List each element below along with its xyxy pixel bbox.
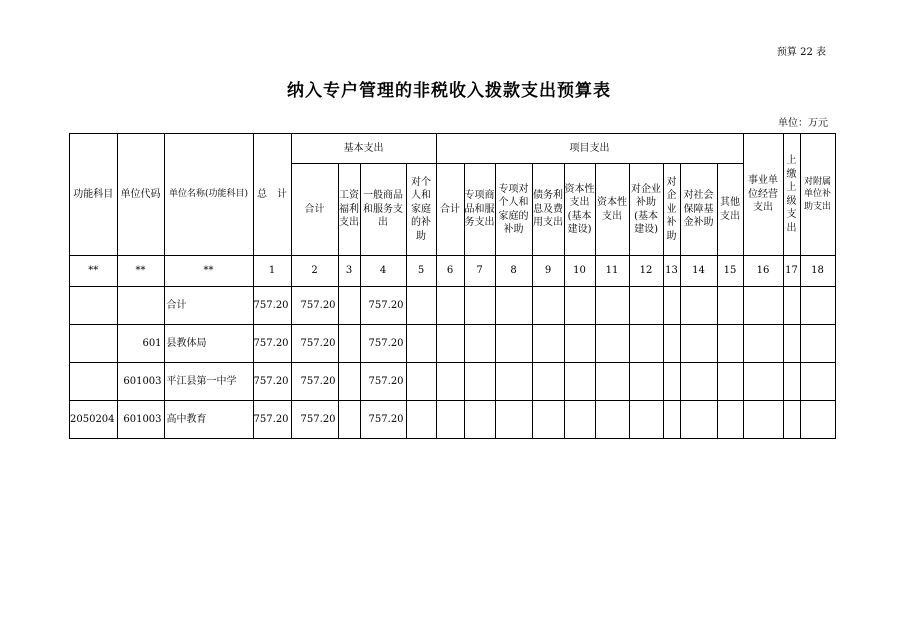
unit-name-cell: 高中教育 [164, 401, 253, 439]
index-cell: 3 [338, 256, 360, 287]
header-basic-total: 合计 [291, 164, 338, 256]
unit-name-cell: 县教体局 [164, 325, 253, 363]
index-cell: 1 [253, 256, 291, 287]
goods-services-cell: 757.20 [360, 287, 406, 325]
header-upper-payment: 上缴上级支出 [783, 134, 800, 256]
header-special-personal: 专项对个人和家庭的补助 [495, 164, 532, 256]
unit-name-cell: 合计 [164, 287, 253, 325]
index-cell: 18 [800, 256, 835, 287]
table-row [70, 401, 836, 439]
header-debt-interest: 债务利息及费用支出 [532, 164, 564, 256]
func-subject-cell [70, 287, 118, 325]
empty-cell [338, 325, 360, 363]
total-cell: 757.20 [253, 287, 291, 325]
form-code: 预算 22 表 [776, 47, 826, 58]
table-row [70, 287, 836, 325]
func-subject-cell: 2050204 [70, 401, 118, 439]
header-capital: 资本性支出 [595, 164, 629, 256]
basic-total-cell: 757.20 [291, 325, 338, 363]
goods-services-cell: 757.20 [360, 325, 406, 363]
unit-code-cell: 601003 [117, 401, 164, 439]
goods-services-cell: 757.20 [360, 363, 406, 401]
func-subject-cell [70, 363, 118, 401]
unit-name-cell: 平江县第一中学 [164, 363, 253, 401]
header-enterprise: 对企业补助 [663, 164, 680, 256]
table-row [70, 363, 836, 401]
header-goods-services: 一般商品和服务支出 [360, 164, 406, 256]
index-cell: 12 [629, 256, 663, 287]
func-subject-cell [70, 325, 118, 363]
index-cell: 2 [291, 256, 338, 287]
index-cell: 5 [406, 256, 436, 287]
unit-code-cell: 601 [117, 325, 164, 363]
table-row [70, 325, 836, 363]
index-cell: 15 [717, 256, 743, 287]
index-cell: 16 [743, 256, 783, 287]
page-title: 纳入专户管理的非税收入拨款支出预算表 [287, 81, 611, 101]
index-cell: 6 [436, 256, 464, 287]
empty-cell [338, 363, 360, 401]
header-total: 总 计 [253, 134, 291, 256]
header-capital-build: 资本性支出(基本建设) [564, 164, 595, 256]
header-business-ops: 事业单位经营支出 [743, 134, 783, 256]
index-cell: 11 [595, 256, 629, 287]
basic-total-cell: 757.20 [291, 363, 338, 401]
header-row-1 [70, 134, 836, 164]
header-func-subject: 功能科目 [70, 134, 118, 256]
header-project: 项目支出 [436, 134, 743, 164]
header-personal-family: 对个人和家庭的补助 [406, 164, 436, 256]
unit-code-cell: 601003 [117, 363, 164, 401]
index-cell: 17 [783, 256, 800, 287]
header-other: 其他支出 [717, 164, 743, 256]
header-unit-code: 单位代码 [117, 134, 164, 256]
index-cell: 10 [564, 256, 595, 287]
basic-total-cell: 757.20 [291, 287, 338, 325]
header-special-goods: 专项商品和服务支出 [464, 164, 495, 256]
total-cell: 757.20 [253, 363, 291, 401]
goods-services-cell: 757.20 [360, 401, 406, 439]
header-salary: 工资福利支出 [338, 164, 360, 256]
index-cell: ** [70, 256, 118, 287]
index-cell: 9 [532, 256, 564, 287]
unit-label: 单位：万元 [778, 118, 828, 129]
header-unit-name: 单位名称(功能科目) [164, 134, 253, 256]
index-cell: ** [117, 256, 164, 287]
index-cell: ** [164, 256, 253, 287]
total-cell: 757.20 [253, 401, 291, 439]
empty-cell [338, 287, 360, 325]
header-project-total: 合计 [436, 164, 464, 256]
header-social-security: 对社会保障基金补助 [680, 164, 717, 256]
budget-table [69, 133, 836, 439]
index-cell: 4 [360, 256, 406, 287]
header-affiliated: 对附属单位补助支出 [800, 134, 835, 256]
index-cell: 14 [680, 256, 717, 287]
index-row [70, 256, 836, 287]
header-basic: 基本支出 [291, 134, 436, 164]
index-cell: 7 [464, 256, 495, 287]
index-cell: 8 [495, 256, 532, 287]
basic-total-cell: 757.20 [291, 401, 338, 439]
index-cell: 13 [663, 256, 680, 287]
total-cell: 757.20 [253, 325, 291, 363]
header-enterprise-build: 对企业补助(基本建设) [629, 164, 663, 256]
unit-code-cell [117, 287, 164, 325]
empty-cell [338, 401, 360, 439]
